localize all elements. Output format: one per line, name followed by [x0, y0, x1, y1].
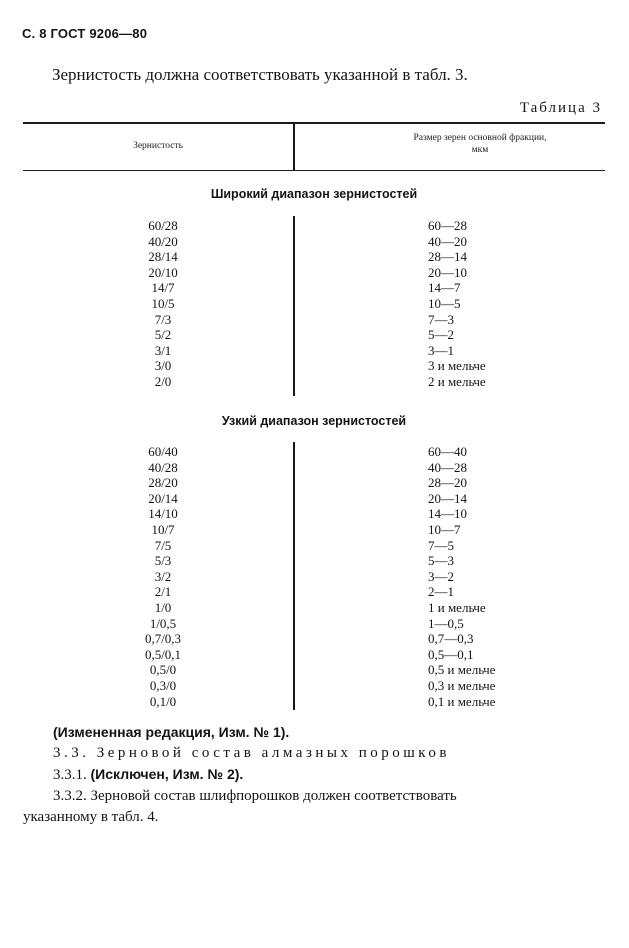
group-title-wide: Широкий диапазон зернистостей	[210, 187, 418, 201]
grit-cell: 3/1	[154, 342, 172, 358]
table-row	[23, 296, 605, 312]
size-cell: 1—0,5	[428, 615, 464, 631]
table-row	[23, 475, 605, 491]
grit-cell: 1/0,5	[149, 615, 177, 631]
group-rows-wide	[23, 218, 605, 390]
size-cell: 20—10	[428, 264, 467, 280]
grit-cell: 10/7	[151, 521, 175, 537]
table-row	[23, 218, 605, 234]
grit-cell: 28/20	[148, 475, 178, 491]
grit-cell: 0,5/0,1	[144, 646, 182, 662]
size-cell: 40—20	[428, 233, 467, 249]
header-column-divider	[293, 122, 295, 170]
size-cell: 5—3	[428, 553, 454, 569]
section-3-3-1	[23, 764, 613, 786]
table-row	[23, 694, 605, 710]
size-cell: 7—5	[428, 537, 454, 553]
grit-cell: 2/0	[154, 373, 172, 389]
table-row	[23, 553, 605, 569]
size-cell: 14—7	[428, 280, 461, 296]
table-row	[23, 327, 605, 343]
grit-cell: 28/14	[148, 249, 178, 265]
size-cell: 2 и мельче	[428, 373, 486, 389]
size-cell: 0,3 и мельче	[428, 677, 496, 693]
table-row	[23, 631, 605, 647]
table-caption: Таблица 3	[519, 100, 602, 116]
table-row	[23, 312, 605, 328]
table-row	[23, 249, 605, 265]
size-cell: 1 и мельче	[428, 599, 486, 615]
size-cell: 5—2	[428, 327, 454, 343]
size-cell: 7—3	[428, 311, 454, 327]
grit-cell: 0,1/0	[149, 693, 177, 709]
table-row	[23, 374, 605, 390]
size-cell: 2—1	[428, 584, 454, 600]
size-cell: 28—20	[428, 475, 467, 491]
grit-cell: 0,5/0	[149, 662, 177, 678]
notes-section	[23, 722, 613, 828]
section-3-3-1-number: 3.3.1.	[53, 767, 87, 783]
amendment-note: (Измененная редакция, Изм. № 1).	[53, 724, 290, 740]
table-row	[23, 358, 605, 374]
grit-cell: 10/5	[151, 295, 175, 311]
grit-cell: 1/0	[154, 599, 172, 615]
grit-cell: 60/28	[148, 218, 178, 233]
table-row	[23, 600, 605, 616]
column-header-size-line1: Размер зерен основной фракции,	[413, 133, 547, 143]
table-row	[23, 584, 605, 600]
size-cell: 0,5 и мельче	[428, 662, 496, 678]
column-header-size-line2: мкм	[471, 145, 489, 155]
size-cell: 3—1	[428, 342, 454, 358]
grit-cell: 7/3	[154, 311, 172, 327]
size-cell: 3—2	[428, 568, 454, 584]
table-header-rule	[23, 170, 605, 171]
table-row	[23, 678, 605, 694]
page-header: С. 8 ГОСТ 9206—80	[22, 26, 148, 41]
size-cell: 28—14	[428, 249, 467, 265]
table-row	[23, 647, 605, 663]
table-row	[23, 234, 605, 250]
grit-cell: 0,7/0,3	[144, 631, 182, 647]
size-cell: 14—10	[428, 506, 467, 522]
section-3-3-1-text: (Исключен, Изм. № 2).	[90, 766, 244, 782]
grit-cell: 3/2	[154, 568, 172, 584]
grit-cell: 0,3/0	[149, 677, 177, 693]
section-3-3-2-line1: 3.3.2. Зерновой состав шлифпорошков должен соответствовать	[53, 788, 457, 804]
column-header-size	[355, 132, 605, 156]
table-row	[23, 460, 605, 476]
table-row	[23, 522, 605, 538]
grit-cell: 14/10	[148, 506, 178, 522]
table-row	[23, 616, 605, 632]
table-row	[23, 538, 605, 554]
table-row	[23, 491, 605, 507]
section-3-3-2-line2: указанному в табл. 4.	[23, 809, 159, 825]
size-cell: 60—28	[428, 218, 467, 233]
grit-cell: 60/40	[148, 444, 178, 459]
size-cell: 40—28	[428, 459, 467, 475]
grit-table	[23, 122, 605, 712]
column-header-grit: Зернистость	[133, 141, 183, 151]
grit-cell: 40/20	[148, 233, 178, 249]
grit-cell: 20/10	[148, 264, 178, 280]
size-cell: 0,7—0,3	[428, 631, 474, 647]
table-row	[23, 444, 605, 460]
size-cell: 10—7	[428, 521, 461, 537]
grit-cell: 14/7	[151, 280, 175, 296]
size-cell: 10—5	[428, 295, 461, 311]
size-cell: 0,1 и мельче	[428, 693, 496, 709]
grit-cell: 40/28	[148, 459, 178, 475]
grit-cell: 3/0	[154, 358, 172, 374]
size-cell: 3 и мельче	[428, 358, 486, 374]
grit-cell: 7/5	[154, 537, 172, 553]
table-row	[23, 662, 605, 678]
grit-cell: 2/1	[154, 584, 172, 600]
size-cell: 20—14	[428, 490, 467, 506]
intro-paragraph: Зернистость должна соответствовать указанной в табл. 3.	[52, 65, 468, 84]
grit-cell: 20/14	[148, 490, 178, 506]
section-3-3: 3.3. Зерновой состав алмазных порошков	[53, 745, 450, 761]
table-row	[23, 343, 605, 359]
table-row	[23, 265, 605, 281]
grit-cell: 5/3	[154, 553, 172, 569]
size-cell: 60—40	[428, 444, 467, 459]
table-row	[23, 506, 605, 522]
grit-cell: 5/2	[154, 327, 172, 343]
size-cell: 0,5—0,1	[428, 646, 474, 662]
table-top-rule	[23, 122, 605, 124]
table-row	[23, 569, 605, 585]
table-row	[23, 280, 605, 296]
group-title-narrow: Узкий диапазон зернистостей	[221, 414, 407, 428]
group-rows-narrow	[23, 444, 605, 709]
